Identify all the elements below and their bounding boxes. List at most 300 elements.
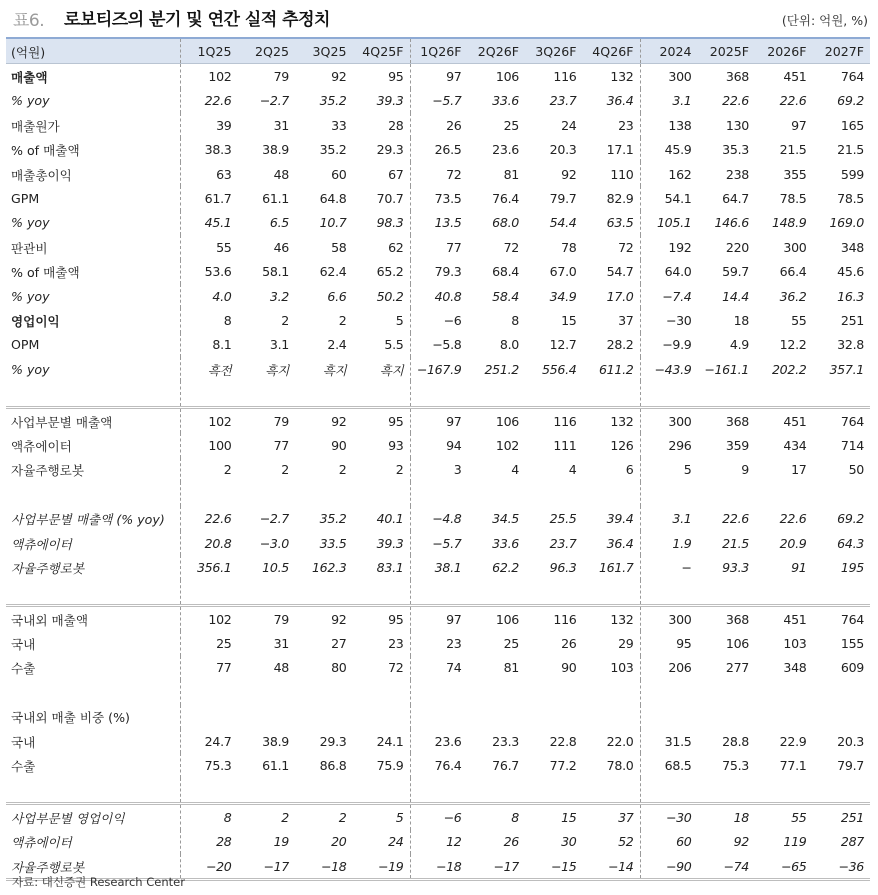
cell-value: 764 (813, 407, 871, 433)
cell-value: 46 (273, 239, 289, 255)
cell-value: 102 (180, 407, 238, 433)
cell-value: 77 (446, 239, 462, 255)
cell-value: 8 (511, 312, 519, 328)
cell-value: 32.8 (837, 337, 864, 353)
row-label: 매출원가 (6, 113, 180, 137)
cell-value (410, 778, 468, 804)
cell-value (295, 482, 353, 506)
cell-value: 29 (583, 631, 641, 655)
cell-value (295, 680, 353, 704)
spacer-row (6, 778, 870, 804)
cell-value: 764 (813, 605, 871, 631)
cell-value: 92 (733, 834, 749, 850)
table-row (6, 555, 870, 579)
cell-value (238, 705, 296, 729)
cell-value: 9 (741, 462, 749, 478)
cell-value: 16.3 (837, 288, 864, 304)
cell-value: 368 (725, 69, 749, 85)
cell-value: 111 (553, 437, 577, 453)
cell-value: −30 (665, 312, 692, 328)
cell-value: 38.1 (434, 559, 462, 575)
cell-value: 22.0 (583, 729, 641, 753)
cell-value: 23 (583, 113, 641, 137)
cell-value: 359 (725, 437, 749, 453)
cell-value: 92 (561, 166, 577, 182)
cell-value: 102 (208, 69, 232, 85)
cell-value (353, 482, 411, 506)
cell-value: 251 (840, 312, 864, 328)
table-row (6, 235, 870, 259)
cell-value: 45.6 (837, 264, 864, 280)
cell-value: 48 (273, 166, 289, 182)
cell-value: 100 (208, 437, 232, 453)
cell-value: 77 (273, 437, 289, 453)
header-row (6, 38, 870, 64)
cell-value: −5.7 (432, 535, 462, 551)
cell-value: 356.1 (196, 559, 232, 575)
cell-value: 6.5 (269, 215, 289, 231)
cell-value: 50 (848, 462, 864, 478)
cell-value: 61.1 (262, 191, 289, 207)
cell-value: − (681, 559, 692, 575)
cell-value: 35.2 (319, 142, 347, 158)
cell-value: 5 (683, 462, 692, 478)
cell-value: −167.9 (416, 361, 462, 377)
row-label: 자율주행로봇 (6, 854, 180, 880)
table-row (6, 531, 870, 555)
cell-value: −14 (583, 854, 641, 880)
cell-value: −15 (525, 854, 583, 880)
cell-value: −17 (238, 854, 296, 880)
title-row (0, 0, 878, 36)
cell-value: 27 (331, 636, 347, 652)
cell-value: 93 (353, 433, 411, 457)
cell-value: 38.3 (204, 142, 232, 158)
cell-value: −2.7 (259, 93, 289, 109)
cell-value: 22.6 (722, 93, 749, 109)
cell-value: 10.5 (262, 559, 289, 575)
cell-value: 355 (783, 166, 807, 182)
table-row (6, 186, 870, 210)
cell-value: −30 (640, 804, 698, 830)
cell-value: 36.4 (583, 89, 641, 113)
cell-value: 22.6 (779, 93, 807, 109)
cell-value: −2.7 (259, 511, 289, 527)
cell-value: 2 (353, 458, 411, 482)
cell-value: 96.3 (549, 559, 577, 575)
cell-value: 599 (840, 166, 864, 182)
cell-value (583, 680, 641, 704)
cell-value: 98.3 (353, 211, 411, 235)
row-label: % of 매출액 (6, 138, 180, 162)
row-label: 국내외 매출액 (6, 605, 180, 631)
cell-value: 78.5 (779, 191, 807, 207)
cell-value (698, 778, 756, 804)
table-number: 표6. (13, 11, 45, 31)
cell-value: 36.2 (779, 288, 807, 304)
cell-value: 24.7 (204, 733, 232, 749)
cell-value: 764 (840, 69, 864, 85)
cell-value: 76.4 (492, 191, 519, 207)
cell-value: 34.9 (549, 288, 577, 304)
cell-value: 54.4 (549, 215, 577, 231)
cell-value: 33.6 (492, 535, 519, 551)
cell-value: 25 (503, 636, 519, 652)
cell-value: 22.6 (204, 93, 232, 109)
cell-value: 3.2 (269, 288, 289, 304)
cell-value (180, 778, 238, 804)
table-row (6, 113, 870, 137)
cell-value: 26 (446, 117, 462, 133)
cell-value: 70.7 (353, 186, 411, 210)
cell-value: 68.5 (664, 758, 692, 774)
row-label: 자율주행로봇 (6, 555, 180, 579)
row-label: OPM (6, 333, 180, 357)
cell-value: 28 (216, 834, 232, 850)
cell-value: 63.5 (583, 211, 641, 235)
cell-value: 61.1 (262, 758, 289, 774)
cell-value: 45.1 (204, 215, 232, 231)
row-label (6, 778, 180, 804)
cell-value: 95 (676, 636, 692, 652)
spacer-row (6, 580, 870, 606)
cell-value: 64.0 (664, 264, 692, 280)
cell-value: 102 (495, 437, 519, 453)
cell-value (468, 705, 526, 729)
row-label: 수출 (6, 753, 180, 777)
cell-value (813, 680, 871, 704)
cell-value: 81 (503, 166, 519, 182)
cell-value: 106 (468, 407, 526, 433)
cell-value: 3.1 (672, 93, 692, 109)
cell-value: 146.6 (714, 215, 749, 231)
cell-value (410, 381, 468, 407)
cell-value: 흑지 (322, 362, 347, 378)
cell-value (180, 381, 238, 407)
cell-value: 흑지 (265, 362, 289, 378)
cell-value: 5 (353, 804, 411, 830)
cell-value (353, 778, 411, 804)
cell-value: 2 (281, 312, 289, 328)
cell-value: 220 (725, 239, 749, 255)
cell-value (525, 705, 583, 729)
cell-value: 38.9 (262, 733, 289, 749)
cell-value: 20.9 (779, 535, 807, 551)
cell-value: 65.2 (353, 260, 411, 284)
cell-value: 8 (223, 312, 232, 328)
cell-value: 106 (725, 636, 749, 652)
cell-value: −4.8 (432, 511, 462, 527)
cell-value: 277 (725, 660, 749, 676)
cell-value: 55 (791, 312, 807, 328)
cell-value (640, 680, 698, 704)
cell-value: 72 (353, 656, 411, 680)
cell-value: 451 (783, 69, 807, 85)
table-row (6, 64, 870, 89)
row-label: GPM (6, 186, 180, 210)
cell-value: 62 (353, 235, 411, 259)
row-label: 액츄에이터 (6, 433, 180, 457)
cell-value: 132 (583, 64, 641, 89)
cell-value: 69.2 (837, 511, 864, 527)
cell-value: 24 (353, 830, 411, 854)
cell-value: 60 (676, 834, 692, 850)
cell-value: 36.4 (583, 531, 641, 555)
cell-value: 97 (446, 69, 462, 85)
table-row (6, 433, 870, 457)
cell-value: 23.6 (492, 142, 519, 158)
row-label (6, 381, 180, 407)
cell-value: 116 (553, 69, 577, 85)
cell-value: 300 (783, 239, 807, 255)
cell-value: 102 (180, 605, 238, 631)
cell-value (353, 680, 411, 704)
cell-value: −43.9 (654, 361, 692, 377)
cell-value: 714 (840, 437, 864, 453)
cell-value: 76.7 (492, 758, 519, 774)
cell-value: 4 (568, 462, 577, 478)
column-header: 4Q25F (353, 38, 411, 64)
cell-value: 138 (668, 117, 692, 133)
cell-value (180, 482, 238, 506)
cell-value: 37 (583, 308, 641, 332)
cell-value: 2 (338, 312, 347, 328)
cell-value (295, 580, 353, 606)
table-row (6, 89, 870, 113)
cell-value: −36 (813, 854, 871, 880)
cell-value (525, 482, 583, 506)
cell-value: 39.3 (353, 89, 411, 113)
cell-value: 21.5 (779, 142, 807, 158)
row-label: 국내 (6, 631, 180, 655)
cell-value (698, 680, 756, 704)
cell-value: 348 (783, 660, 807, 676)
cell-value: 6 (583, 458, 641, 482)
cell-value: 79 (273, 69, 289, 85)
cell-value: 155 (840, 636, 864, 652)
cell-value: 95 (353, 605, 411, 631)
cell-value: 28 (353, 113, 411, 137)
cell-value: 24.1 (353, 729, 411, 753)
cell-value: 68.0 (492, 215, 519, 231)
cell-value: 20.8 (204, 535, 232, 551)
cell-value (353, 381, 411, 407)
column-header: 3Q26F (525, 38, 583, 64)
cell-value: 26 (561, 636, 577, 652)
column-header: 2026F (755, 38, 813, 64)
cell-value: 126 (583, 433, 641, 457)
table-row (6, 333, 870, 357)
cell-value: 2.4 (327, 337, 347, 353)
cell-value: 72 (583, 235, 641, 259)
cell-value: 90 (331, 437, 347, 453)
cell-value: 62.4 (319, 264, 347, 280)
cell-value: 58.1 (262, 264, 289, 280)
cell-value: 39.3 (353, 531, 411, 555)
cell-value: 3.1 (672, 511, 692, 527)
cell-value: 348 (840, 239, 864, 255)
table-row (6, 631, 870, 655)
cell-value (238, 580, 296, 606)
cell-value: 92 (331, 69, 347, 85)
cell-value: 33.6 (492, 93, 519, 109)
cell-value: 12 (446, 834, 462, 850)
cell-value: 30 (561, 834, 577, 850)
cell-value: 97 (410, 407, 468, 433)
cell-value: 75.3 (722, 758, 749, 774)
cell-value: 238 (725, 166, 749, 182)
cell-value: 48 (273, 660, 289, 676)
cell-value: −6 (410, 804, 468, 830)
row-label: 사업부문별 매출액 (6, 407, 180, 433)
cell-value (583, 705, 641, 729)
table-row (6, 138, 870, 162)
cell-value: −9.9 (662, 337, 692, 353)
cell-value: 78.0 (583, 753, 641, 777)
cell-value: 54.7 (583, 260, 641, 284)
row-label: 자율주행로봇 (6, 458, 180, 482)
cell-value (468, 580, 526, 606)
table-row (6, 830, 870, 854)
cell-value (813, 705, 871, 729)
cell-value: 25.5 (549, 511, 577, 527)
cell-value: 31.5 (664, 733, 692, 749)
cell-value (180, 705, 238, 729)
cell-value: 192 (668, 239, 692, 255)
cell-value: 81 (503, 660, 519, 676)
cell-value: 29.3 (319, 733, 347, 749)
cell-value (468, 778, 526, 804)
cell-value (525, 778, 583, 804)
cell-value (698, 580, 756, 606)
cell-value: 23 (446, 636, 462, 652)
column-header: 2024 (640, 38, 698, 64)
cell-value: 90 (561, 660, 577, 676)
cell-value (640, 482, 698, 506)
cell-value: 94 (446, 437, 462, 453)
cell-value: 79.7 (837, 758, 864, 774)
cell-value: 106 (468, 605, 526, 631)
cell-value: −161.1 (704, 361, 749, 377)
cell-value (468, 680, 526, 704)
row-label: 수출 (6, 656, 180, 680)
cell-value: 75.3 (204, 758, 232, 774)
cell-value: 21.5 (837, 142, 864, 158)
row-label (6, 482, 180, 506)
column-header: 2027F (813, 38, 871, 64)
row-label: 판관비 (6, 235, 180, 259)
row-label: 사업부문별 영업이익 (6, 804, 180, 830)
cell-value: 21.5 (722, 535, 749, 551)
cell-value: 97 (791, 117, 807, 133)
cell-value: 79.7 (549, 191, 577, 207)
cell-value: 97 (410, 605, 468, 631)
cell-value (238, 680, 296, 704)
cell-value: 67 (353, 162, 411, 186)
cell-value: −3.0 (259, 535, 289, 551)
table-row (6, 458, 870, 482)
cell-value: 93.3 (722, 559, 749, 575)
cell-value: 60 (331, 166, 347, 182)
cell-value: 12.2 (779, 337, 807, 353)
cell-value: 106 (495, 69, 519, 85)
column-header: 4Q26F (583, 38, 641, 64)
cell-value: 55 (216, 239, 232, 255)
cell-value (295, 381, 353, 407)
table-row (6, 804, 870, 830)
cell-value (755, 778, 813, 804)
cell-value (525, 580, 583, 606)
spacer-row (6, 381, 870, 407)
cell-value: 103 (783, 636, 807, 652)
cell-value: 29.3 (353, 138, 411, 162)
cell-value: 165 (840, 117, 864, 133)
cell-value: 33 (331, 117, 347, 133)
cell-value: 251 (813, 804, 871, 830)
cell-value: 195 (840, 559, 864, 575)
cell-value: 1.9 (672, 535, 692, 551)
row-label (6, 580, 180, 606)
row-label: % yoy (6, 357, 180, 381)
table-row (6, 506, 870, 530)
cell-value: 13.5 (434, 215, 462, 231)
cell-value: 8 (468, 804, 526, 830)
cell-value: 31 (273, 117, 289, 133)
cell-value: 10.7 (319, 215, 347, 231)
cell-value: 23.7 (549, 93, 577, 109)
cell-value: 35.2 (319, 511, 347, 527)
cell-value: 58.4 (492, 288, 519, 304)
table-row (6, 162, 870, 186)
cell-value (640, 778, 698, 804)
cell-value: 77.2 (549, 758, 577, 774)
cell-value (698, 381, 756, 407)
cell-value: 74 (446, 660, 462, 676)
cell-value: 28.8 (722, 733, 749, 749)
cell-value: 206 (668, 660, 692, 676)
row-label: 액츄에이터 (6, 830, 180, 854)
cell-value: 18 (698, 804, 756, 830)
cell-value: 82.9 (583, 186, 641, 210)
cell-value: 68.4 (492, 264, 519, 280)
cell-value: 2 (238, 804, 296, 830)
cell-value: 63 (216, 166, 232, 182)
cell-value: 17 (791, 462, 807, 478)
cell-value: −65 (755, 854, 813, 880)
cell-value: 132 (583, 605, 641, 631)
cell-value (468, 482, 526, 506)
column-header: 2Q25 (238, 38, 296, 64)
cell-value (410, 680, 468, 704)
cell-value (583, 381, 641, 407)
column-header: 1Q26F (410, 38, 468, 64)
cell-value: 2 (338, 462, 347, 478)
cell-value (410, 705, 468, 729)
cell-value: 33.5 (319, 535, 347, 551)
cell-value: 357.1 (829, 361, 864, 377)
cell-value: 8.0 (499, 337, 519, 353)
cell-value (238, 778, 296, 804)
cell-value: 76.4 (434, 758, 462, 774)
cell-value (640, 580, 698, 606)
cell-value: 92 (295, 407, 353, 433)
cell-value: 23.3 (492, 733, 519, 749)
cell-value: 14.4 (722, 288, 749, 304)
cell-value (640, 381, 698, 407)
cell-value: 83.1 (353, 555, 411, 579)
table-row (6, 656, 870, 680)
cell-value: 20 (331, 834, 347, 850)
